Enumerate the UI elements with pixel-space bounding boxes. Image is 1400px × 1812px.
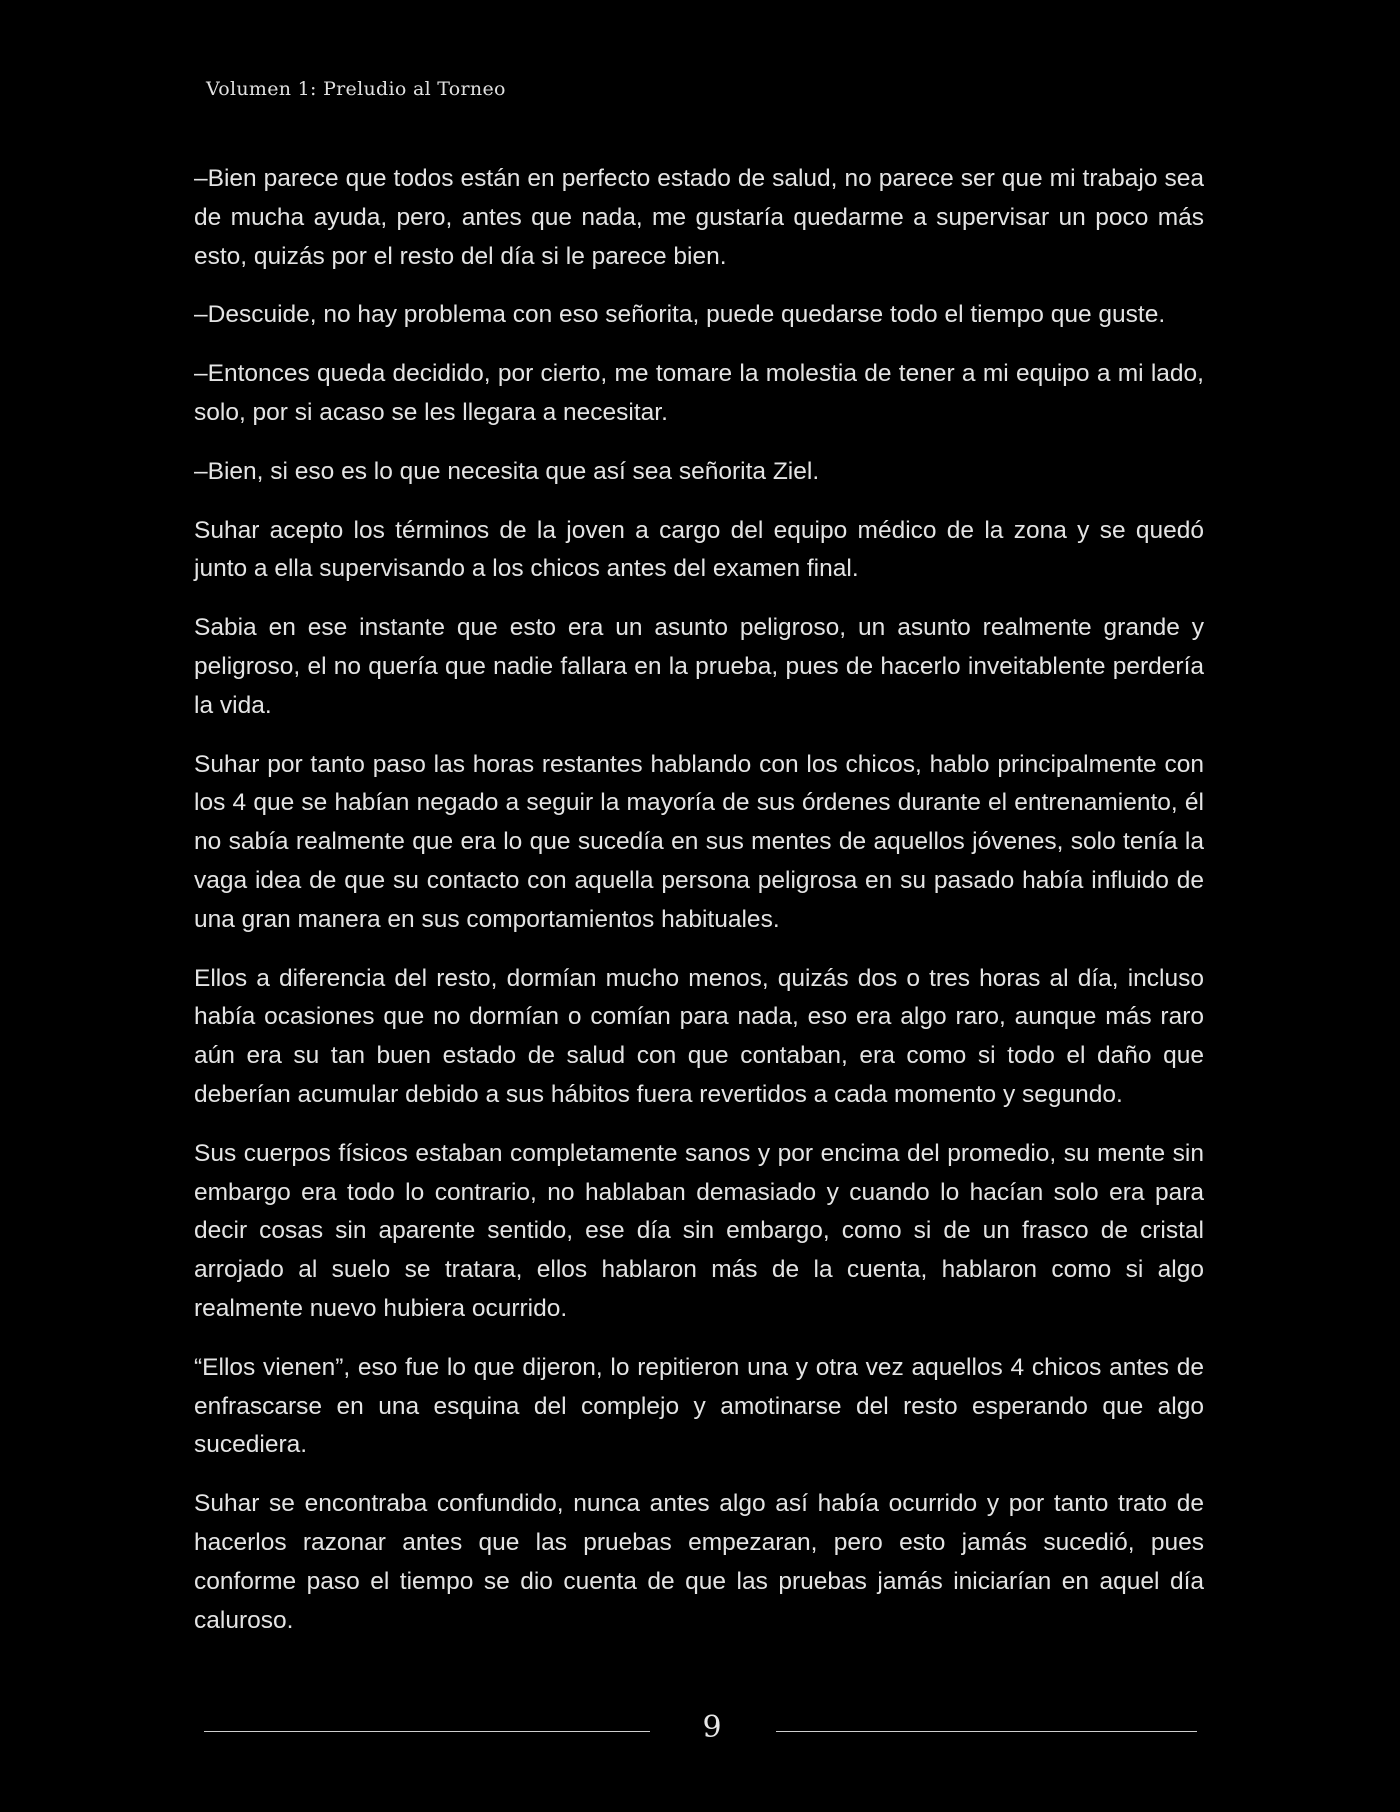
paragraph: Sus cuerpos físicos estaban completamente sanos y por encima del promedio, su mente sin embargo era todo lo contrario, no hablaban demasiado y cuando lo hacían solo era para decir cosas sin aparente sentido, ese día sin embargo, como si de un frasco de cristal arrojado al suelo se tratara, ellos hablaron más de la cuenta, hablaron como si algo realmente nuevo hubiera ocurrido. xyxy=(194,1139,1204,1322)
paragraph: “Ellos vienen”, eso fue lo que dijeron, lo repitieron una y otra vez aquellos 4 chicos antes de enfrascarse en una esquina del complejo y amotinarse del resto esperando que algo sucediera. xyxy=(194,1353,1204,1459)
body-text xyxy=(194,160,1204,1660)
paragraph: –Descuide, no hay problema con eso señorita, puede quedarse todo el tiempo que guste. xyxy=(194,301,1166,329)
paragraph: –Bien parece que todos están en perfecto estado de salud, no parece ser que mi trabajo sea de mucha ayuda, pero, antes que nada, me gustaría quedarme a supervisar un poco más esto, quizás por el resto del día si le parece bien. xyxy=(194,165,1204,270)
running-header: Volumen 1: Preludio al Torneo xyxy=(206,78,506,100)
page-footer xyxy=(0,1708,1400,1756)
paragraph: Sabia en ese instante que esto era un asunto peligroso, un asunto realmente grande y peligroso, el no quería que nadie fallara en la prueba, pues de hacerlo inveitablente perdería la vida. xyxy=(194,614,1204,719)
paragraph: Suhar acepto los términos de la joven a cargo del equipo médico de la zona y se quedó junto a ella supervisando a los chicos antes del examen final. xyxy=(194,516,1204,583)
footer-rule-left xyxy=(204,1731,650,1732)
paragraph: Suhar se encontraba confundido, nunca antes algo así había ocurrido y por tanto trato de hacerlos razonar antes que las pruebas empezaran, pero esto jamás sucedió, pues conforme paso el tiempo se dio cuenta de que las pruebas jamás iniciarían en aquel día caluroso. xyxy=(194,1490,1204,1634)
paragraph: Ellos a diferencia del resto, dormían mucho menos, quizás dos o tres horas al día, incluso había ocasiones que no dormían o comían para nada, eso era algo raro, aunque más raro aún era su tan buen estado de salud con que contaban, era como si todo el daño que deberían acumular debido a sus hábitos fuera revertidos a cada momento y segundo. xyxy=(194,964,1204,1108)
page-number: 9 xyxy=(702,1710,722,1745)
paragraph: –Bien, si eso es lo que necesita que así sea señorita Ziel. xyxy=(194,457,820,485)
paragraph: Suhar por tanto paso las horas restantes hablando con los chicos, hablo principalmente con los 4 que se habían negado a seguir la mayoría de sus órdenes durante el entrenamiento, él no sabía realmente que era lo que sucedía en sus mentes de aquellos jóvenes, solo tenía la vaga idea de que su contacto con aquella persona peligrosa en su pasado había influido de una gran manera en sus comportamientos habituales. xyxy=(194,750,1204,933)
paragraph: –Entonces queda decidido, por cierto, me tomare la molestia de tener a mi equipo a mi lado, solo, por si acaso se les llegara a necesitar. xyxy=(194,360,1204,426)
footer-rule-right xyxy=(776,1731,1197,1732)
